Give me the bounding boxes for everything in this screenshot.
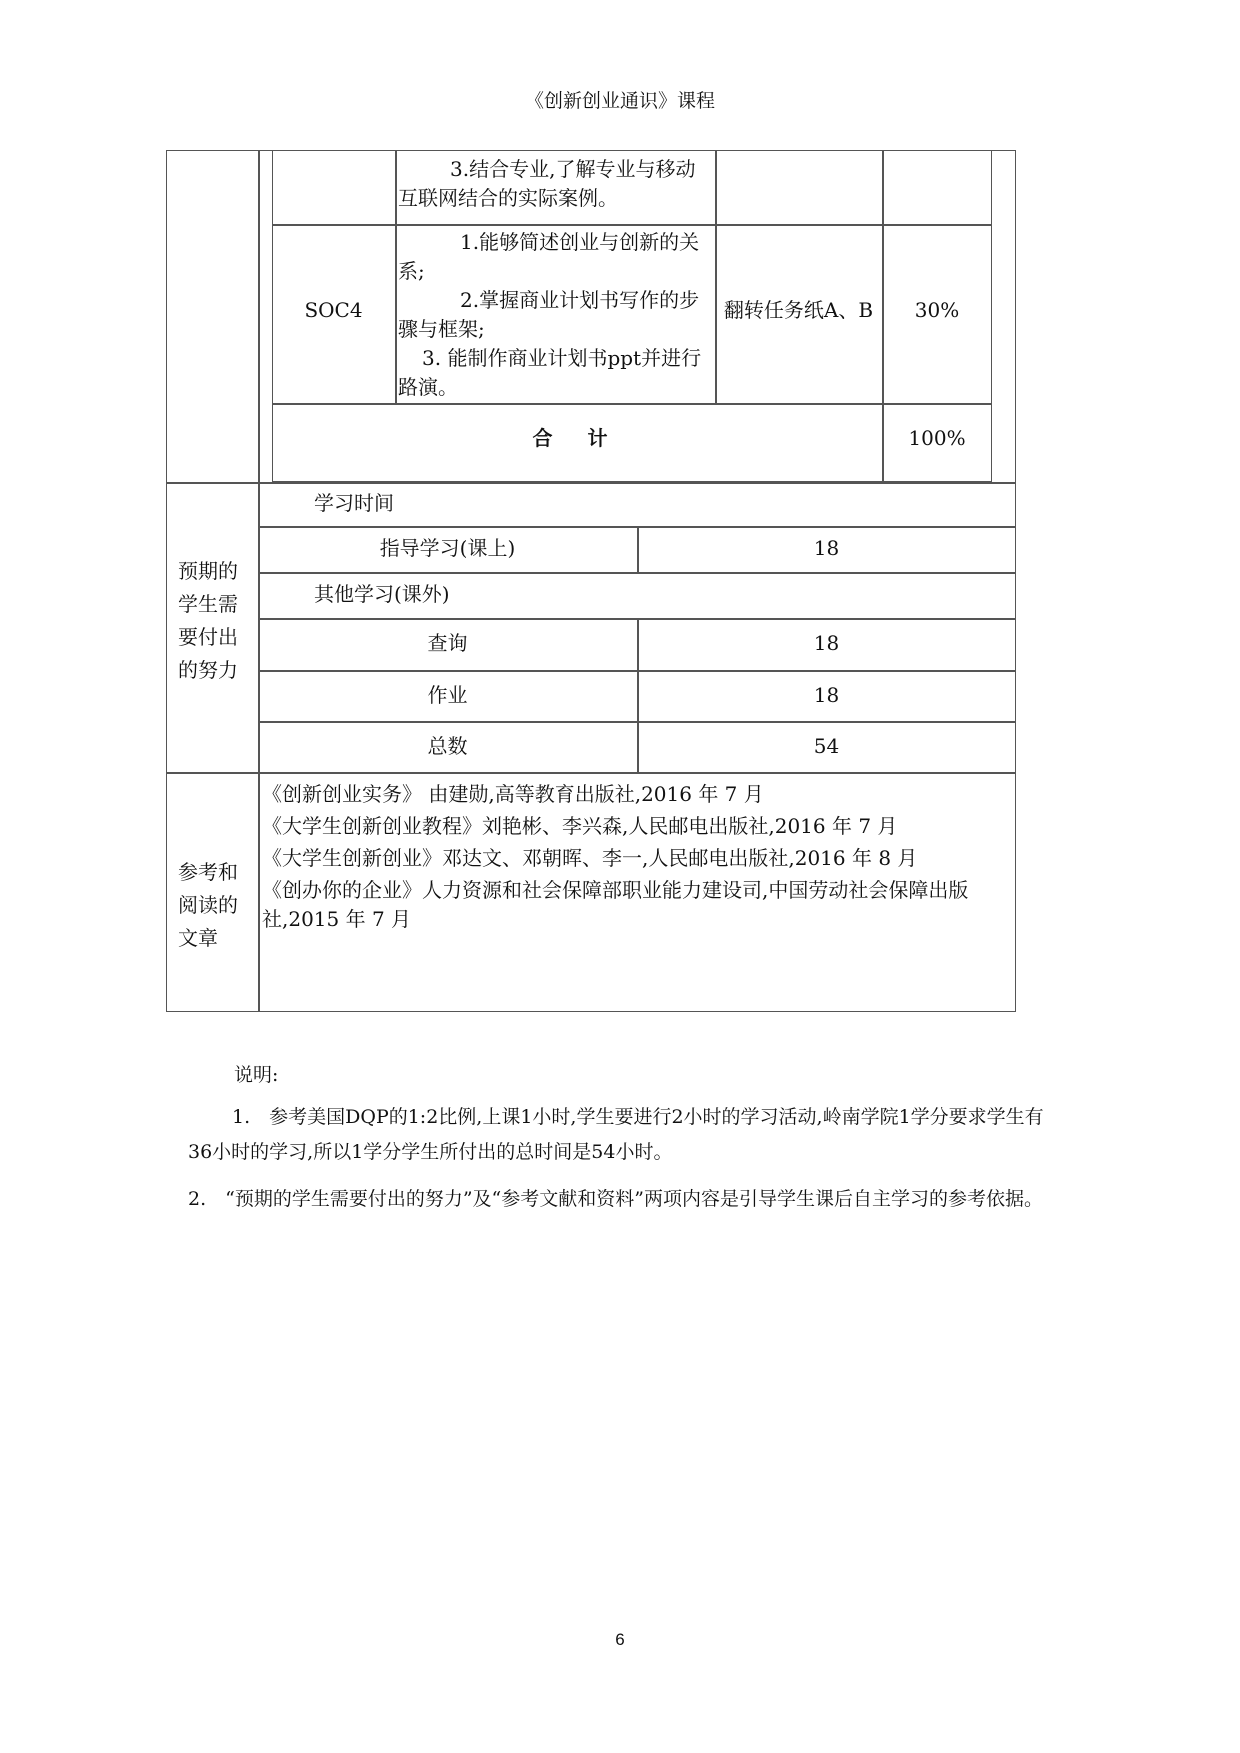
homework-value: 18 (813, 683, 840, 707)
study-time-heading: 学习时间 (314, 491, 394, 515)
reference-item-2: 《大学生创新创业教程》刘艳彬、李兴森,人民邮电出版社,2016 年 7 月 (262, 814, 898, 838)
reference-item-1: 《创新创业实务》 由建勋,高等教育出版社,2016 年 7 月 (262, 782, 764, 806)
total-label: 合 计 (532, 426, 622, 450)
assessment-item-1: 1.能够简述创业与创新的关系; (398, 230, 700, 283)
assessment-col-2 (715, 150, 717, 403)
references-label-line-3: 文章 (178, 926, 218, 950)
total-value: 100% (908, 426, 966, 450)
page-number: 6 (615, 1630, 625, 1649)
assessment-row-2 (272, 403, 992, 405)
effort-label-line-3: 要付出 (178, 625, 238, 649)
notes-item-1: 1. 参考美国DQP的1:2比例,上课1小时,学生要进行2小时的学习活动,岭南学院1学分要求学生有36小时的学习,所以1学分学生所付出的总时间是54小时。 (188, 1106, 1044, 1163)
effort-label-line-2: 学生需 (178, 592, 238, 616)
reference-item-3: 《大学生创新创业》邓达文、邓朝晖、李一,人民邮电出版社,2016 年 8 月 (262, 846, 918, 870)
assessment-col-1 (395, 150, 397, 403)
reference-item-4: 《创办你的企业》人力资源和社会保障部职业能力建设司,中国劳动社会保障出版社,2015 年 7 月 (262, 878, 969, 931)
row-divider-assessment (166, 482, 1016, 484)
total-hours-label: 总数 (427, 734, 468, 758)
label-column-divider (258, 150, 260, 1012)
assessment-row1-content: 3.结合专业,了解专业与移动互联网结合的实际案例。 (398, 157, 696, 210)
assessment-row-1 (272, 224, 992, 226)
assessment-item-2: 2.掌握商业计划书写作的步骤与框架; (398, 288, 700, 341)
references-label-line-2: 阅读的 (178, 893, 238, 917)
row-divider-effort (166, 772, 1016, 774)
total-hours-value: 54 (813, 734, 840, 758)
query-value: 18 (813, 631, 840, 655)
page-header: 《创新创业通识》课程 (524, 90, 715, 112)
guided-study-label: 指导学习(课上) (379, 536, 516, 560)
effort-label-line-1: 预期的 (178, 559, 238, 583)
assessment-code: SOC4 (304, 298, 363, 322)
references-label-line-1: 参考和 (178, 860, 238, 884)
assessment-method: 翻转任务纸A、B (723, 298, 874, 322)
effort-label-line-4: 的努力 (178, 658, 238, 682)
other-study-heading: 其他学习(课外) (314, 582, 450, 606)
notes-item-2: 2. “预期的学生需要付出的努力”及“参考文献和资料”两项内容是引导学生课后自主学习的参考依据。 (188, 1188, 1043, 1210)
query-label: 查询 (427, 631, 468, 655)
notes-title: 说明: (234, 1064, 279, 1086)
assessment-item-3: 3. 能制作商业计划书ppt并进行路演。 (398, 346, 702, 399)
assessment-weight: 30% (914, 298, 960, 322)
homework-label: 作业 (427, 683, 468, 707)
guided-study-value: 18 (813, 536, 840, 560)
effort-row-2 (258, 572, 1016, 574)
